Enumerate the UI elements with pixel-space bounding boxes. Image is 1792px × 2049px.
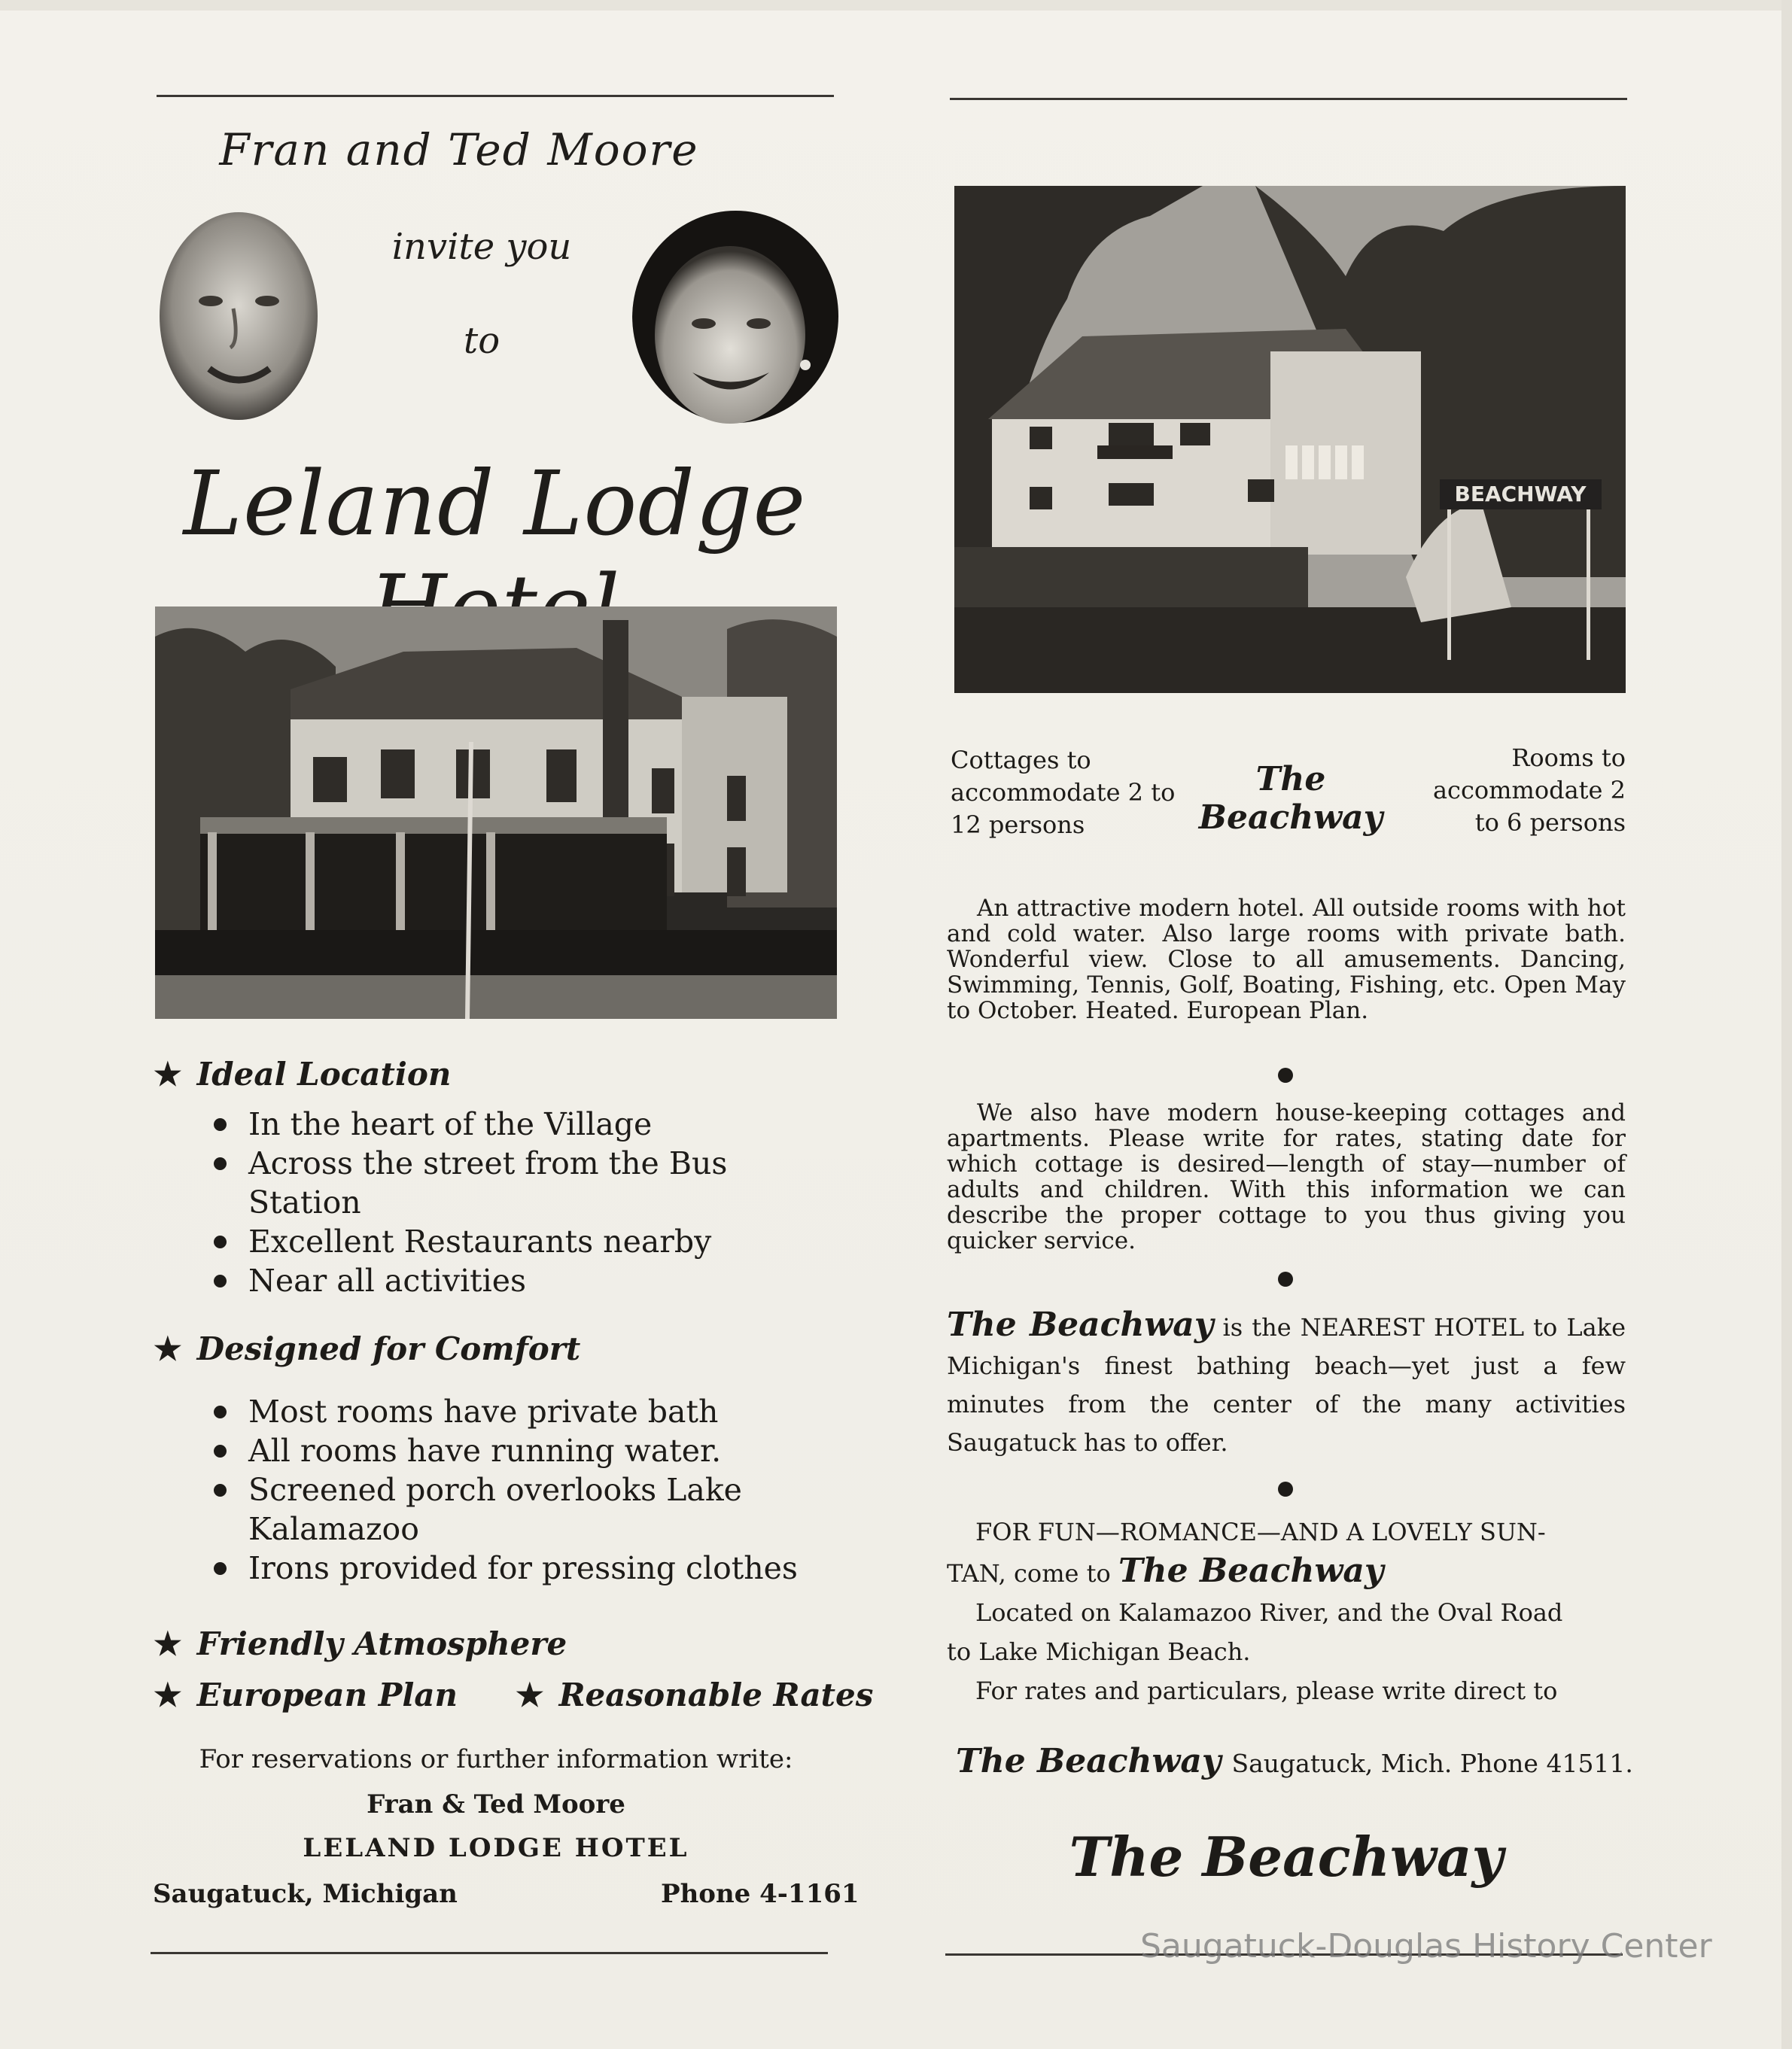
hotel-description: An attractive modern hotel. All outside rooms with hot and cold water. Also large rooms with private bath. Wonderful view. Close to all amusements. Dancing, Swimming, Tennis, Golf, Boating, Fishing, etc. Open May to October. Heated. European Plan. — [947, 895, 1626, 1024]
beachway-inline-logo: The Beachway — [947, 1306, 1214, 1344]
feature-heading-text: Reasonable Rates — [558, 1677, 874, 1713]
bullet-dot — [1278, 1482, 1293, 1497]
beach-line: to Lake Michigan Beach. — [947, 1637, 1251, 1666]
bottom-rule-left — [151, 1952, 828, 1954]
hotel-title: Leland Lodge — [183, 451, 807, 555]
list-item: Across the street from the Bus Station — [209, 1144, 796, 1222]
location-list — [209, 1105, 796, 1300]
star-icon: ★ — [154, 1625, 182, 1662]
beachway-sign-text: BEACHWAY — [1454, 482, 1587, 506]
cottages-description: We also have modern house-keeping cottages and apartments. Please write for rates, stating date for which cottage is desired—length of stay—number of adults and children. With this information we can describe the proper cottage to you thus giving you quicker service. — [947, 1099, 1626, 1254]
bullet-dot — [1278, 1272, 1293, 1287]
list-item: In the heart of the Village — [209, 1105, 796, 1144]
star-icon: ★ — [516, 1677, 544, 1713]
archive-watermark: Saugatuck-Douglas History Center — [1140, 1927, 1712, 1965]
to-line: to — [463, 320, 500, 362]
hosts-line: Fran and Ted Moore — [219, 124, 699, 175]
list-item: Excellent Restaurants nearby — [209, 1222, 796, 1261]
feature-heading-comfort — [154, 1330, 580, 1367]
fran-moore-portrait — [632, 211, 839, 425]
feature-heading-rates — [516, 1677, 873, 1713]
beachway-inline-logo: The Beachway — [956, 1742, 1222, 1780]
list-item: Irons provided for pressing clothes — [209, 1549, 834, 1588]
leland-lodge-photo — [155, 606, 837, 1019]
star-icon: ★ — [154, 1330, 182, 1367]
star-icon: ★ — [154, 1677, 182, 1713]
beachway-photo — [954, 186, 1626, 693]
contact-intro: For reservations or further information write: — [199, 1744, 793, 1774]
page-edge-right — [1781, 0, 1792, 2049]
feature-heading-text: Designed for Comfort — [196, 1330, 581, 1367]
fun-romance-paragraph — [947, 1512, 1626, 1710]
feature-heading-text: Ideal Location — [196, 1056, 452, 1093]
ted-moore-portrait — [158, 211, 320, 421]
list-item: All rooms have running water. — [209, 1431, 834, 1470]
write-direct-line: For rates and particulars, please write direct to — [975, 1677, 1558, 1705]
contact-hotel: LELAND LODGE HOTEL — [303, 1833, 689, 1863]
list-item: Near all activities — [209, 1261, 796, 1300]
feature-heading-atmosphere — [154, 1625, 567, 1662]
bullet-dot — [1278, 1068, 1293, 1083]
contact-names: Fran & Ted Moore — [367, 1789, 625, 1819]
address-text: Saugatuck, Mich. Phone 41511. — [1231, 1749, 1633, 1778]
nearest-hotel-paragraph — [947, 1306, 1626, 1462]
contact-city: Saugatuck, Michigan — [153, 1879, 458, 1909]
nearest-hotel-text: is the NEAREST HOTEL to Lake Michigan's finest bathing beach—yet just a few minutes from the center of the many activities Saugatuck has to offer. — [947, 1313, 1626, 1457]
cottages-caption: Cottages to accommodate 2 to 12 persons — [951, 746, 1176, 839]
come-to-text: TAN, come to — [947, 1559, 1111, 1588]
top-rule-left — [157, 95, 834, 97]
comfort-list — [209, 1392, 834, 1588]
beachway-closing-logo: The Beachway — [1069, 1825, 1504, 1889]
come-to-line — [947, 1552, 1626, 1593]
invite-line: invite you — [391, 226, 572, 268]
feature-heading-location — [154, 1056, 451, 1093]
contact-phone: Phone 4-1161 — [661, 1879, 859, 1909]
star-icon: ★ — [154, 1056, 182, 1093]
rooms-caption: Rooms to accommodate 2 to 6 persons — [1432, 743, 1626, 837]
beachway-caption-logo: The Beachway — [1198, 760, 1383, 837]
page-edge-top — [0, 0, 1792, 11]
list-item: Screened porch overlooks Lake Kalamazoo — [209, 1470, 834, 1549]
location-line: Located on Kalamazoo River, and the Oval Road — [975, 1598, 1563, 1627]
feature-heading-text: European Plan — [196, 1677, 458, 1713]
feature-heading-plan — [154, 1677, 458, 1713]
beachway-inline-logo: The Beachway — [1118, 1552, 1384, 1590]
feature-heading-text: Friendly Atmosphere — [196, 1625, 567, 1662]
list-item: Most rooms have private bath — [209, 1392, 834, 1431]
beachway-address — [956, 1742, 1633, 1780]
top-rule-right — [950, 98, 1627, 100]
fun-line: FOR FUN—ROMANCE—AND A LOVELY SUN- — [975, 1518, 1546, 1546]
